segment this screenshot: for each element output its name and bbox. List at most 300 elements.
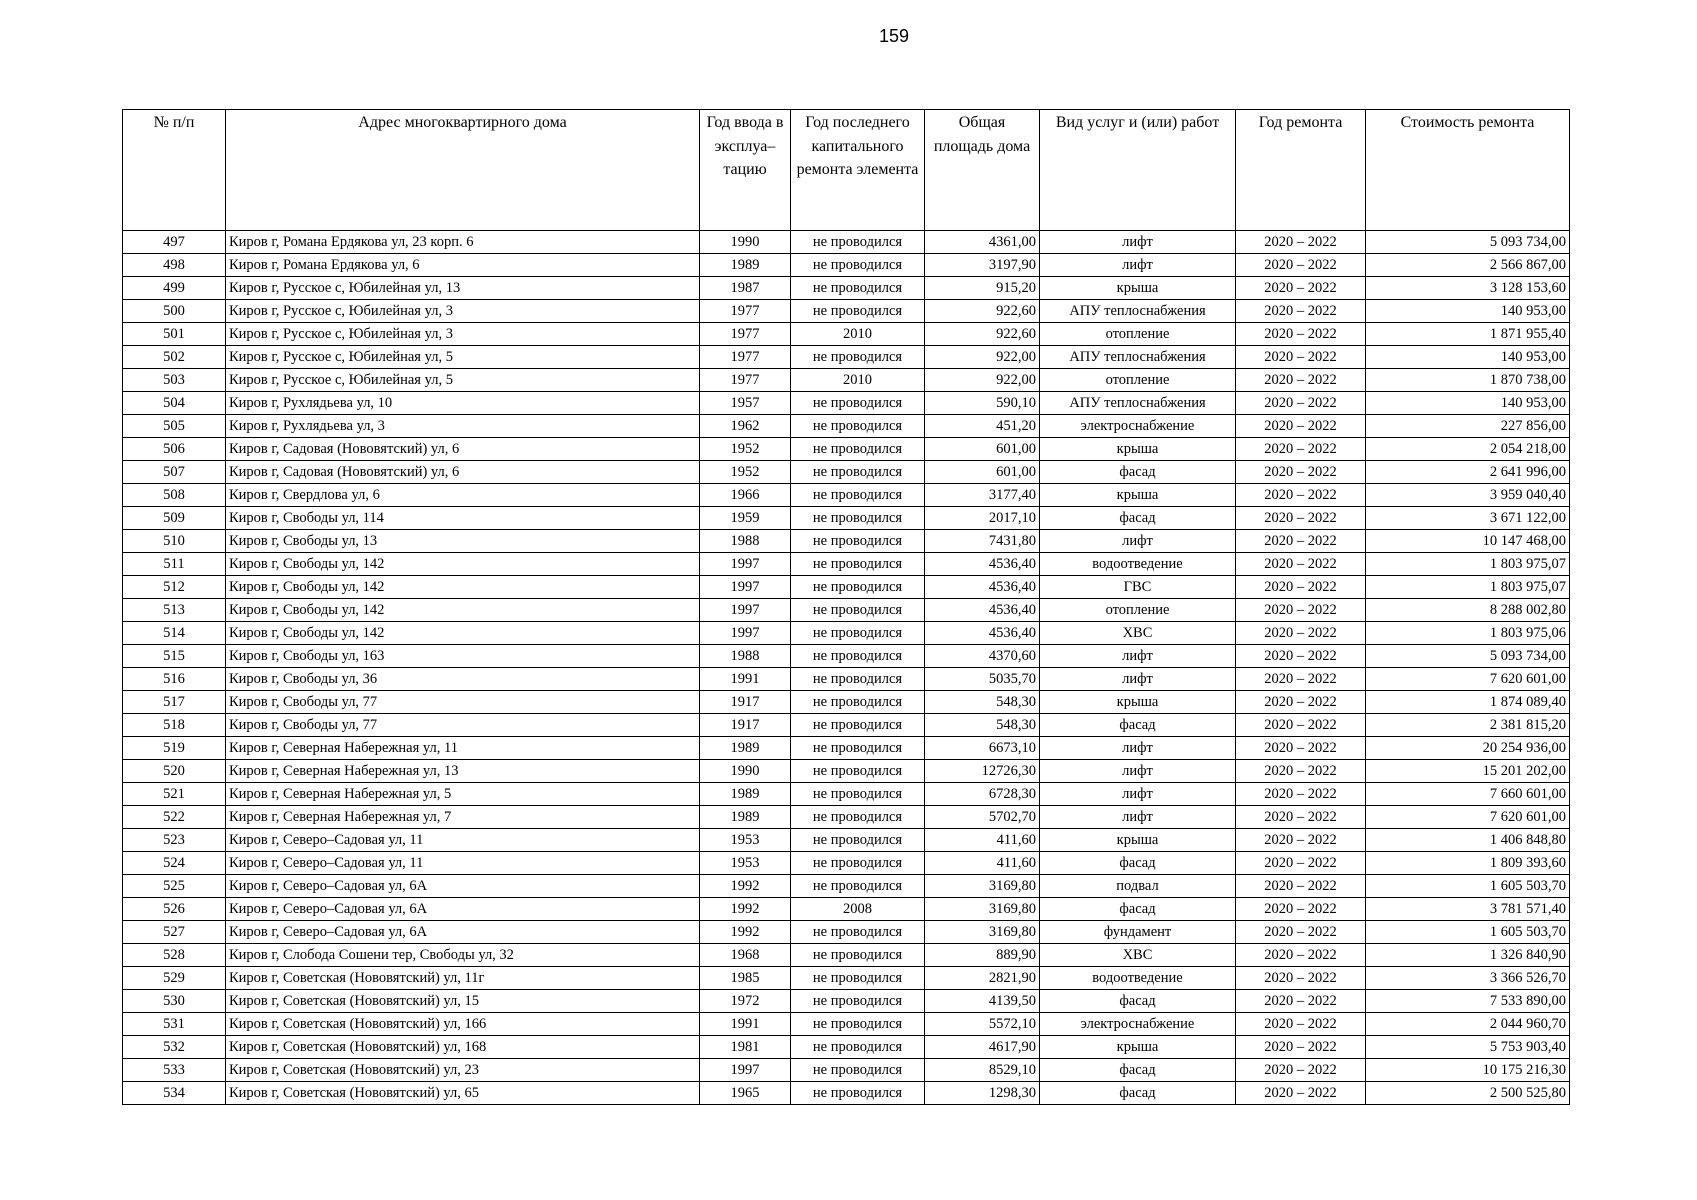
cell-last-repair: не проводился xyxy=(791,1036,925,1059)
cell-repair-period: 2020 – 2022 xyxy=(1236,507,1366,530)
cell-last-repair: не проводился xyxy=(791,1013,925,1036)
cell-year-built: 1989 xyxy=(700,254,791,277)
cell-repair-period: 2020 – 2022 xyxy=(1236,277,1366,300)
cell-address: Киров г, Северная Набережная ул, 5 xyxy=(226,783,700,806)
page-number: 159 xyxy=(878,26,910,46)
cell-work-type: крыша xyxy=(1040,691,1236,714)
cell-last-repair: не проводился xyxy=(791,852,925,875)
table-row xyxy=(123,806,1570,829)
cell-area: 3169,80 xyxy=(925,921,1040,944)
table-row xyxy=(123,898,1570,921)
cell-num: 516 xyxy=(123,668,226,691)
cell-address: Киров г, Северная Набережная ул, 13 xyxy=(226,760,700,783)
cell-address: Киров г, Советская (Нововятский) ул, 168 xyxy=(226,1036,700,1059)
cell-address: Киров г, Северо–Садовая ул, 11 xyxy=(226,852,700,875)
cell-work-type: крыша xyxy=(1040,438,1236,461)
table-row xyxy=(123,990,1570,1013)
cell-repair-period: 2020 – 2022 xyxy=(1236,392,1366,415)
table-row xyxy=(123,691,1570,714)
table-row xyxy=(123,944,1570,967)
cell-area: 4536,40 xyxy=(925,622,1040,645)
cell-num: 498 xyxy=(123,254,226,277)
cell-work-type: фасад xyxy=(1040,1059,1236,1082)
cell-area: 889,90 xyxy=(925,944,1040,967)
cell-address: Киров г, Романа Ердякова ул, 6 xyxy=(226,254,700,277)
cell-num: 533 xyxy=(123,1059,226,1082)
table-row xyxy=(123,1082,1570,1105)
cell-year-built: 1953 xyxy=(700,829,791,852)
cell-area: 4536,40 xyxy=(925,599,1040,622)
cell-last-repair: не проводился xyxy=(791,875,925,898)
cell-cost: 1 874 089,40 xyxy=(1366,691,1570,714)
table-row xyxy=(123,875,1570,898)
cell-area: 8529,10 xyxy=(925,1059,1040,1082)
cell-area: 4361,00 xyxy=(925,231,1040,254)
cell-num: 505 xyxy=(123,415,226,438)
cell-address: Киров г, Рухлядьева ул, 3 xyxy=(226,415,700,438)
cell-repair-period: 2020 – 2022 xyxy=(1236,484,1366,507)
cell-last-repair: не проводился xyxy=(791,231,925,254)
cell-num: 503 xyxy=(123,369,226,392)
cell-last-repair: не проводился xyxy=(791,1082,925,1105)
cell-num: 530 xyxy=(123,990,226,1013)
table-row xyxy=(123,346,1570,369)
cell-area: 922,60 xyxy=(925,300,1040,323)
cell-area: 5702,70 xyxy=(925,806,1040,829)
table-row xyxy=(123,461,1570,484)
cell-area: 1298,30 xyxy=(925,1082,1040,1105)
cell-cost: 227 856,00 xyxy=(1366,415,1570,438)
cell-year-built: 1952 xyxy=(700,438,791,461)
cell-last-repair: не проводился xyxy=(791,346,925,369)
cell-work-type: лифт xyxy=(1040,530,1236,553)
cell-address: Киров г, Садовая (Нововятский) ул, 6 xyxy=(226,438,700,461)
cell-area: 548,30 xyxy=(925,714,1040,737)
cell-work-type: лифт xyxy=(1040,231,1236,254)
cell-area: 4536,40 xyxy=(925,576,1040,599)
cell-year-built: 1917 xyxy=(700,691,791,714)
table-row xyxy=(123,1059,1570,1082)
cell-repair-period: 2020 – 2022 xyxy=(1236,599,1366,622)
cell-work-type: фасад xyxy=(1040,507,1236,530)
cell-repair-period: 2020 – 2022 xyxy=(1236,668,1366,691)
cell-address: Киров г, Свободы ул, 163 xyxy=(226,645,700,668)
cell-address: Киров г, Северо–Садовая ул, 6А xyxy=(226,875,700,898)
cell-work-type: электроснабжение xyxy=(1040,1013,1236,1036)
cell-last-repair: не проводился xyxy=(791,438,925,461)
table-row xyxy=(123,231,1570,254)
cell-work-type: фасад xyxy=(1040,990,1236,1013)
table-row xyxy=(123,737,1570,760)
cell-last-repair: не проводился xyxy=(791,599,925,622)
cell-last-repair: не проводился xyxy=(791,254,925,277)
cell-num: 497 xyxy=(123,231,226,254)
cell-num: 527 xyxy=(123,921,226,944)
cell-repair-period: 2020 – 2022 xyxy=(1236,461,1366,484)
cell-year-built: 1972 xyxy=(700,990,791,1013)
table-row xyxy=(123,438,1570,461)
cell-year-built: 1952 xyxy=(700,461,791,484)
cell-address: Киров г, Советская (Нововятский) ул, 11г xyxy=(226,967,700,990)
cell-work-type: фасад xyxy=(1040,898,1236,921)
cell-cost: 1 809 393,60 xyxy=(1366,852,1570,875)
cell-cost: 140 953,00 xyxy=(1366,392,1570,415)
cell-last-repair: не проводился xyxy=(791,806,925,829)
cell-repair-period: 2020 – 2022 xyxy=(1236,944,1366,967)
cell-work-type: водоотведение xyxy=(1040,967,1236,990)
cell-num: 532 xyxy=(123,1036,226,1059)
cell-last-repair: не проводился xyxy=(791,714,925,737)
cell-num: 534 xyxy=(123,1082,226,1105)
cell-num: 504 xyxy=(123,392,226,415)
cell-repair-period: 2020 – 2022 xyxy=(1236,645,1366,668)
table-row xyxy=(123,622,1570,645)
cell-year-built: 1988 xyxy=(700,645,791,668)
cell-area: 915,20 xyxy=(925,277,1040,300)
cell-area: 590,10 xyxy=(925,392,1040,415)
cell-area: 411,60 xyxy=(925,829,1040,852)
cell-work-type: АПУ теплоснабжения xyxy=(1040,346,1236,369)
cell-num: 522 xyxy=(123,806,226,829)
cell-year-built: 1990 xyxy=(700,231,791,254)
cell-work-type: ХВС xyxy=(1040,622,1236,645)
cell-address: Киров г, Советская (Нововятский) ул, 15 xyxy=(226,990,700,1013)
cell-work-type: лифт xyxy=(1040,645,1236,668)
cell-num: 509 xyxy=(123,507,226,530)
cell-cost: 3 781 571,40 xyxy=(1366,898,1570,921)
header-cost: Стоимость ремонта xyxy=(1366,110,1570,231)
table-row xyxy=(123,852,1570,875)
cell-cost: 10 147 468,00 xyxy=(1366,530,1570,553)
cell-repair-period: 2020 – 2022 xyxy=(1236,714,1366,737)
table-row xyxy=(123,553,1570,576)
cell-last-repair: не проводился xyxy=(791,300,925,323)
cell-repair-period: 2020 – 2022 xyxy=(1236,1082,1366,1105)
cell-cost: 1 326 840,90 xyxy=(1366,944,1570,967)
cell-repair-period: 2020 – 2022 xyxy=(1236,231,1366,254)
cell-work-type: лифт xyxy=(1040,760,1236,783)
cell-num: 528 xyxy=(123,944,226,967)
header-area: Общая площадь дома xyxy=(925,110,1040,231)
cell-last-repair: не проводился xyxy=(791,760,925,783)
cell-num: 525 xyxy=(123,875,226,898)
cell-cost: 140 953,00 xyxy=(1366,300,1570,323)
table-body xyxy=(123,231,1570,1105)
cell-year-built: 1992 xyxy=(700,921,791,944)
cell-cost: 8 288 002,80 xyxy=(1366,599,1570,622)
cell-repair-period: 2020 – 2022 xyxy=(1236,1036,1366,1059)
cell-num: 512 xyxy=(123,576,226,599)
cell-last-repair: не проводился xyxy=(791,691,925,714)
cell-address: Киров г, Русское с, Юбилейная ул, 13 xyxy=(226,277,700,300)
cell-address: Киров г, Свободы ул, 77 xyxy=(226,691,700,714)
cell-work-type: отопление xyxy=(1040,323,1236,346)
cell-num: 506 xyxy=(123,438,226,461)
cell-work-type: водоотведение xyxy=(1040,553,1236,576)
cell-area: 3177,40 xyxy=(925,484,1040,507)
cell-last-repair: 2008 xyxy=(791,898,925,921)
cell-year-built: 1966 xyxy=(700,484,791,507)
cell-address: Киров г, Слобода Сошени тер, Свободы ул, 32 xyxy=(226,944,700,967)
table-row xyxy=(123,277,1570,300)
cell-year-built: 1988 xyxy=(700,530,791,553)
cell-year-built: 1953 xyxy=(700,852,791,875)
cell-num: 523 xyxy=(123,829,226,852)
cell-cost: 1 803 975,06 xyxy=(1366,622,1570,645)
cell-repair-period: 2020 – 2022 xyxy=(1236,1013,1366,1036)
cell-year-built: 1997 xyxy=(700,622,791,645)
cell-year-built: 1968 xyxy=(700,944,791,967)
table-row xyxy=(123,415,1570,438)
cell-area: 6728,30 xyxy=(925,783,1040,806)
cell-last-repair: не проводился xyxy=(791,461,925,484)
cell-last-repair: не проводился xyxy=(791,668,925,691)
cell-last-repair: не проводился xyxy=(791,530,925,553)
cell-address: Киров г, Советская (Нововятский) ул, 23 xyxy=(226,1059,700,1082)
cell-repair-period: 2020 – 2022 xyxy=(1236,300,1366,323)
cell-repair-period: 2020 – 2022 xyxy=(1236,852,1366,875)
cell-year-built: 1985 xyxy=(700,967,791,990)
cell-repair-period: 2020 – 2022 xyxy=(1236,346,1366,369)
header-last-repair: Год последнего капитального ремонта элемента xyxy=(791,110,925,231)
header-repair-period: Год ремонта xyxy=(1236,110,1366,231)
cell-last-repair: не проводился xyxy=(791,645,925,668)
cell-cost: 1 803 975,07 xyxy=(1366,576,1570,599)
header-address: Адрес многоквартирного дома xyxy=(226,110,700,231)
cell-cost: 2 381 815,20 xyxy=(1366,714,1570,737)
cell-area: 4536,40 xyxy=(925,553,1040,576)
table-row xyxy=(123,507,1570,530)
cell-last-repair: не проводился xyxy=(791,553,925,576)
cell-repair-period: 2020 – 2022 xyxy=(1236,254,1366,277)
cell-year-built: 1987 xyxy=(700,277,791,300)
cell-work-type: отопление xyxy=(1040,369,1236,392)
cell-year-built: 1992 xyxy=(700,875,791,898)
cell-work-type: ГВС xyxy=(1040,576,1236,599)
table-row xyxy=(123,599,1570,622)
cell-cost: 3 671 122,00 xyxy=(1366,507,1570,530)
cell-work-type: подвал xyxy=(1040,875,1236,898)
cell-cost: 3 366 526,70 xyxy=(1366,967,1570,990)
cell-address: Киров г, Северо–Садовая ул, 6А xyxy=(226,898,700,921)
cell-year-built: 1977 xyxy=(700,346,791,369)
cell-work-type: лифт xyxy=(1040,254,1236,277)
cell-cost: 7 620 601,00 xyxy=(1366,668,1570,691)
cell-area: 601,00 xyxy=(925,461,1040,484)
cell-area: 411,60 xyxy=(925,852,1040,875)
table-row xyxy=(123,392,1570,415)
cell-last-repair: не проводился xyxy=(791,990,925,1013)
cell-cost: 140 953,00 xyxy=(1366,346,1570,369)
cell-last-repair: не проводился xyxy=(791,944,925,967)
cell-repair-period: 2020 – 2022 xyxy=(1236,806,1366,829)
cell-cost: 20 254 936,00 xyxy=(1366,737,1570,760)
cell-work-type: лифт xyxy=(1040,806,1236,829)
table-row xyxy=(123,254,1570,277)
cell-year-built: 1992 xyxy=(700,898,791,921)
header-row xyxy=(123,110,1570,231)
header-num: № п/п xyxy=(123,110,226,231)
cell-address: Киров г, Северная Набережная ул, 11 xyxy=(226,737,700,760)
cell-address: Киров г, Свободы ул, 36 xyxy=(226,668,700,691)
cell-last-repair: 2010 xyxy=(791,369,925,392)
cell-cost: 3 959 040,40 xyxy=(1366,484,1570,507)
cell-area: 922,00 xyxy=(925,346,1040,369)
cell-num: 529 xyxy=(123,967,226,990)
cell-work-type: электроснабжение xyxy=(1040,415,1236,438)
cell-cost: 2 641 996,00 xyxy=(1366,461,1570,484)
cell-cost: 5 093 734,00 xyxy=(1366,645,1570,668)
cell-last-repair: не проводился xyxy=(791,783,925,806)
cell-area: 2821,90 xyxy=(925,967,1040,990)
cell-last-repair: не проводился xyxy=(791,484,925,507)
cell-address: Киров г, Северо–Садовая ул, 11 xyxy=(226,829,700,852)
cell-work-type: крыша xyxy=(1040,829,1236,852)
table-row xyxy=(123,369,1570,392)
cell-num: 514 xyxy=(123,622,226,645)
cell-cost: 10 175 216,30 xyxy=(1366,1059,1570,1082)
cell-repair-period: 2020 – 2022 xyxy=(1236,737,1366,760)
table-header xyxy=(123,110,1570,231)
cell-work-type: АПУ теплоснабжения xyxy=(1040,300,1236,323)
cell-cost: 1 605 503,70 xyxy=(1366,875,1570,898)
cell-num: 531 xyxy=(123,1013,226,1036)
cell-work-type: лифт xyxy=(1040,668,1236,691)
cell-address: Киров г, Свободы ул, 77 xyxy=(226,714,700,737)
cell-repair-period: 2020 – 2022 xyxy=(1236,1059,1366,1082)
cell-year-built: 1977 xyxy=(700,300,791,323)
cell-year-built: 1965 xyxy=(700,1082,791,1105)
cell-address: Киров г, Свердлова ул, 6 xyxy=(226,484,700,507)
table-row xyxy=(123,576,1570,599)
cell-repair-period: 2020 – 2022 xyxy=(1236,622,1366,645)
cell-last-repair: не проводился xyxy=(791,507,925,530)
cell-last-repair: не проводился xyxy=(791,277,925,300)
cell-repair-period: 2020 – 2022 xyxy=(1236,760,1366,783)
cell-cost: 7 620 601,00 xyxy=(1366,806,1570,829)
cell-num: 517 xyxy=(123,691,226,714)
cell-num: 510 xyxy=(123,530,226,553)
table-row xyxy=(123,967,1570,990)
header-year-built: Год ввода в эксплуа– тацию xyxy=(700,110,791,231)
cell-area: 3169,80 xyxy=(925,898,1040,921)
cell-repair-period: 2020 – 2022 xyxy=(1236,415,1366,438)
cell-cost: 7 660 601,00 xyxy=(1366,783,1570,806)
cell-address: Киров г, Северо–Садовая ул, 6А xyxy=(226,921,700,944)
cell-year-built: 1981 xyxy=(700,1036,791,1059)
cell-repair-period: 2020 – 2022 xyxy=(1236,323,1366,346)
cell-work-type: крыша xyxy=(1040,277,1236,300)
table-row xyxy=(123,760,1570,783)
cell-cost: 1 803 975,07 xyxy=(1366,553,1570,576)
cell-year-built: 1997 xyxy=(700,1059,791,1082)
cell-year-built: 1977 xyxy=(700,323,791,346)
cell-work-type: фасад xyxy=(1040,714,1236,737)
cell-last-repair: 2010 xyxy=(791,323,925,346)
cell-address: Киров г, Советская (Нововятский) ул, 166 xyxy=(226,1013,700,1036)
cell-last-repair: не проводился xyxy=(791,829,925,852)
cell-cost: 5 093 734,00 xyxy=(1366,231,1570,254)
cell-last-repair: не проводился xyxy=(791,737,925,760)
cell-area: 601,00 xyxy=(925,438,1040,461)
cell-work-type: фасад xyxy=(1040,1082,1236,1105)
cell-area: 4139,50 xyxy=(925,990,1040,1013)
cell-repair-period: 2020 – 2022 xyxy=(1236,829,1366,852)
cell-num: 508 xyxy=(123,484,226,507)
cell-year-built: 1959 xyxy=(700,507,791,530)
cell-area: 5572,10 xyxy=(925,1013,1040,1036)
cell-last-repair: не проводился xyxy=(791,1059,925,1082)
table-row xyxy=(123,668,1570,691)
cell-repair-period: 2020 – 2022 xyxy=(1236,783,1366,806)
table-row xyxy=(123,921,1570,944)
cell-area: 4617,90 xyxy=(925,1036,1040,1059)
cell-area: 6673,10 xyxy=(925,737,1040,760)
cell-work-type: АПУ теплоснабжения xyxy=(1040,392,1236,415)
cell-repair-period: 2020 – 2022 xyxy=(1236,369,1366,392)
cell-area: 4370,60 xyxy=(925,645,1040,668)
cell-cost: 1 605 503,70 xyxy=(1366,921,1570,944)
cell-address: Киров г, Русское с, Юбилейная ул, 5 xyxy=(226,346,700,369)
cell-repair-period: 2020 – 2022 xyxy=(1236,990,1366,1013)
cell-cost: 3 128 153,60 xyxy=(1366,277,1570,300)
cell-year-built: 1997 xyxy=(700,553,791,576)
cell-cost: 7 533 890,00 xyxy=(1366,990,1570,1013)
cell-area: 5035,70 xyxy=(925,668,1040,691)
cell-num: 513 xyxy=(123,599,226,622)
cell-num: 511 xyxy=(123,553,226,576)
cell-num: 507 xyxy=(123,461,226,484)
cell-repair-period: 2020 – 2022 xyxy=(1236,553,1366,576)
cell-num: 499 xyxy=(123,277,226,300)
cell-num: 500 xyxy=(123,300,226,323)
table-row xyxy=(123,323,1570,346)
cell-address: Киров г, Свободы ул, 142 xyxy=(226,553,700,576)
cell-year-built: 1957 xyxy=(700,392,791,415)
cell-work-type: ХВС xyxy=(1040,944,1236,967)
cell-num: 526 xyxy=(123,898,226,921)
cell-num: 519 xyxy=(123,737,226,760)
cell-area: 922,00 xyxy=(925,369,1040,392)
cell-address: Киров г, Свободы ул, 114 xyxy=(226,507,700,530)
cell-area: 3169,80 xyxy=(925,875,1040,898)
cell-cost: 1 871 955,40 xyxy=(1366,323,1570,346)
cell-address: Киров г, Русское с, Юбилейная ул, 3 xyxy=(226,323,700,346)
cell-work-type: отопление xyxy=(1040,599,1236,622)
cell-last-repair: не проводился xyxy=(791,921,925,944)
cell-area: 548,30 xyxy=(925,691,1040,714)
cell-year-built: 1917 xyxy=(700,714,791,737)
cell-area: 451,20 xyxy=(925,415,1040,438)
cell-area: 7431,80 xyxy=(925,530,1040,553)
cell-num: 520 xyxy=(123,760,226,783)
header-work-type: Вид услуг и (или) работ xyxy=(1040,110,1236,231)
table-row xyxy=(123,484,1570,507)
cell-cost: 2 500 525,80 xyxy=(1366,1082,1570,1105)
cell-cost: 2 044 960,70 xyxy=(1366,1013,1570,1036)
cell-work-type: фундамент xyxy=(1040,921,1236,944)
cell-year-built: 1989 xyxy=(700,737,791,760)
cell-year-built: 1997 xyxy=(700,599,791,622)
cell-repair-period: 2020 – 2022 xyxy=(1236,898,1366,921)
repair-registry-table xyxy=(122,109,1570,1105)
cell-repair-period: 2020 – 2022 xyxy=(1236,921,1366,944)
cell-year-built: 1997 xyxy=(700,576,791,599)
cell-work-type: лифт xyxy=(1040,737,1236,760)
cell-work-type: крыша xyxy=(1040,1036,1236,1059)
cell-num: 515 xyxy=(123,645,226,668)
cell-last-repair: не проводился xyxy=(791,415,925,438)
